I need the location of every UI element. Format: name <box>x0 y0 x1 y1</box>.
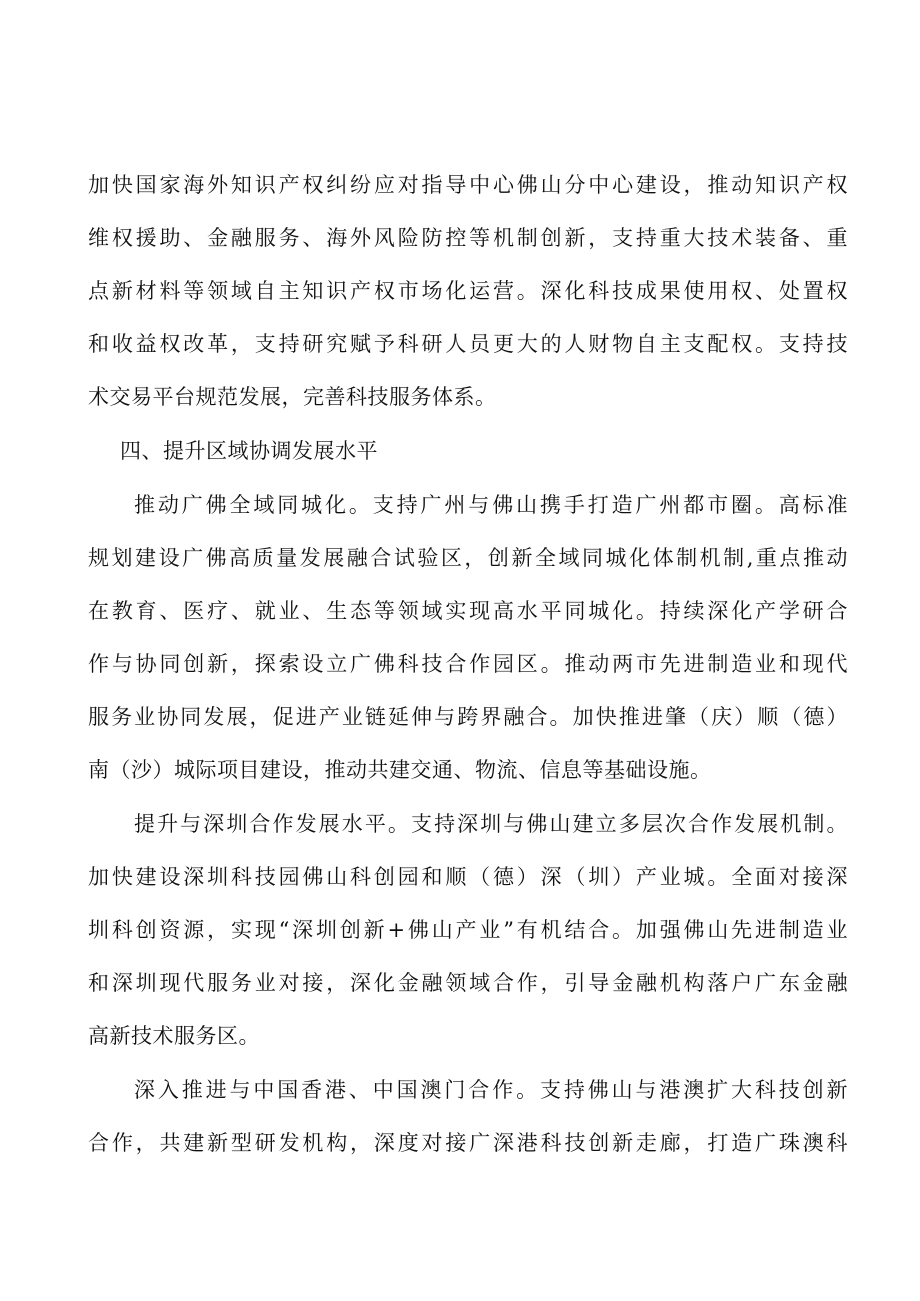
paragraph-line: 规划建设广佛高质量发展融合试验区，创新全域同城化体制机制,重点推动 <box>88 546 848 570</box>
paragraph-line: 在教育、医疗、就业、生态等领域实现高水平同城化。持续深化产学研合 <box>88 599 848 623</box>
paragraph-line: 深入推进与中国香港、中国澳门合作。支持佛山与港澳扩大科技创新 <box>134 1078 848 1102</box>
paragraph-line: 加快国家海外知识产权纠纷应对指导中心佛山分中心建设，推动知识产权 <box>88 173 848 197</box>
paragraph-line: 高新技术服务区。 <box>88 1024 260 1048</box>
paragraph-line: 提升与深圳合作发展水平。支持深圳与佛山建立多层次合作发展机制。 <box>134 812 848 836</box>
section-heading: 四、提升区域协调发展水平 <box>120 439 378 463</box>
paragraph-line: 作与协同创新，探索设立广佛科技合作园区。推动两市先进制造业和现代 <box>88 652 848 676</box>
paragraph-line: 和深圳现代服务业对接，深化金融领域合作，引导金融机构落户广东金融 <box>88 971 848 995</box>
paragraph-line: 南（沙）城际项目建设，推动共建交通、物流、信息等基础设施。 <box>88 758 712 782</box>
paragraph-line: 和收益权改革，支持研究赋予科研人员更大的人财物自主支配权。支持技 <box>88 332 848 356</box>
paragraph-line: 推动广佛全域同城化。支持广州与佛山携手打造广州都市圈。高标准 <box>134 493 848 517</box>
paragraph-line: 合作，共建新型研发机构，深度对接广深港科技创新走廊，打造广珠澳科 <box>88 1131 848 1155</box>
paragraph-line: 术交易平台规范发展，完善科技服务体系。 <box>88 385 497 409</box>
paragraph-line: 服务业协同发展，促进产业链延伸与跨界融合。加快推进肇（庆）顺（德） <box>88 705 848 729</box>
paragraph-line: 圳科创资源，实现“深圳创新+佛山产业”有机结合。加强佛山先进制造业 <box>88 918 848 942</box>
paragraph-line: 维权援助、金融服务、海外风险防控等机制创新，支持重大技术装备、重 <box>88 226 848 250</box>
paragraph-line: 加快建设深圳科技园佛山科创园和顺（德）深（圳）产业城。全面对接深 <box>88 865 848 889</box>
paragraph-line: 点新材料等领域自主知识产权市场化运营。深化科技成果使用权、处置权 <box>88 279 848 303</box>
